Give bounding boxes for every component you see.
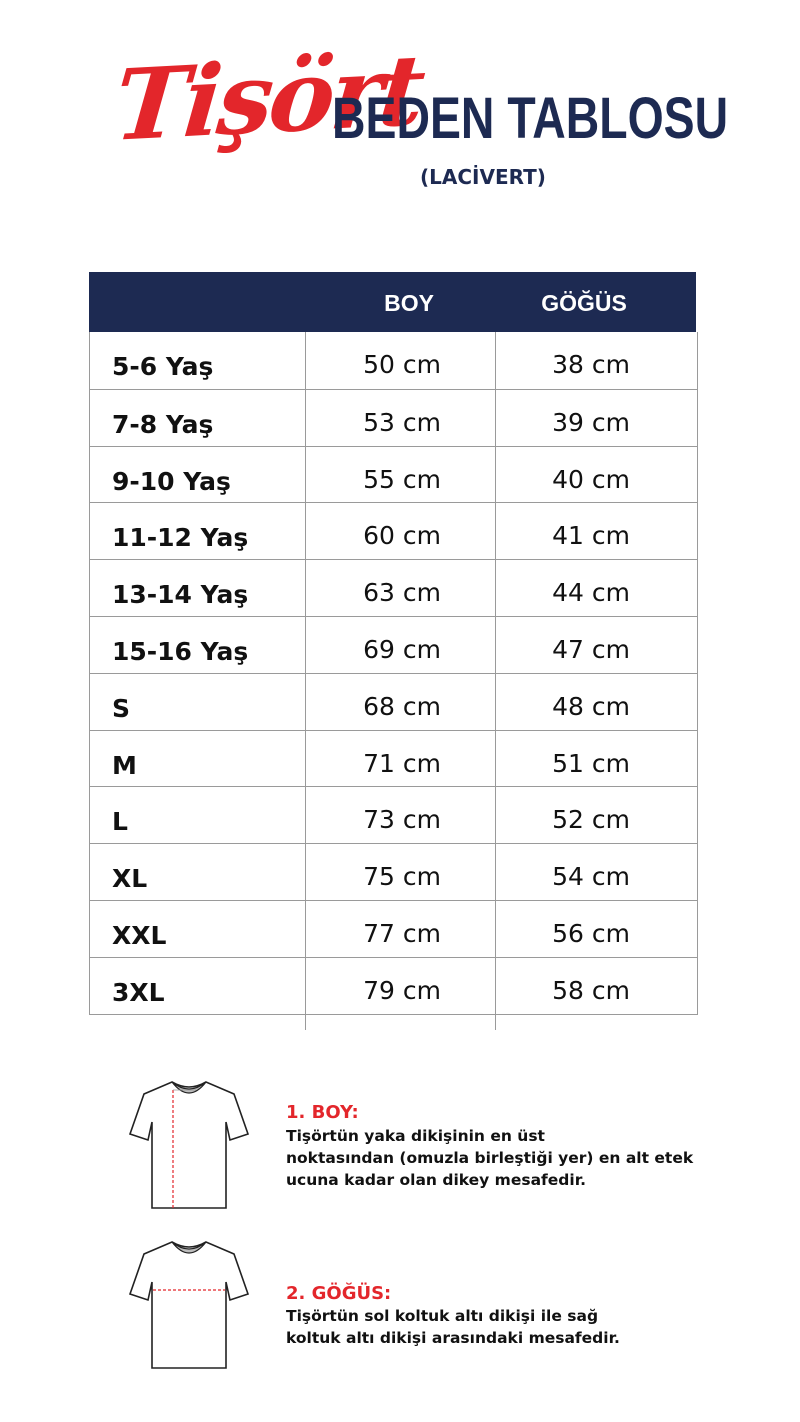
table-row — [90, 900, 697, 957]
page-subtitle: (LACİVERT) — [420, 165, 546, 189]
table-row — [90, 786, 697, 843]
gogus-cell: 58 cm — [552, 975, 630, 1005]
boy-cell: 50 cm — [363, 350, 441, 379]
gogus-info-text: Tişörtün sol koltuk altı dikişi ile sağ koltuk altı dikişi arasındaki mesafedir. — [286, 1307, 620, 1347]
boy-cell: 73 cm — [363, 805, 441, 835]
boy-info-text: Tişörtün yaka dikişinin en üst noktasından (omuzla birleştiği yer) en alt etek ucuna kadar olan dikey mesafedir. — [286, 1127, 694, 1189]
gogus-cell: 54 cm — [552, 862, 630, 892]
table-header — [89, 272, 696, 332]
page-title: BEDEN TABLOSU — [332, 86, 729, 151]
gogus-info-title: 2. GÖĞÜS: — [286, 1283, 392, 1304]
gogus-cell: 47 cm — [552, 634, 630, 664]
boy-info-title: 1. BOY: — [286, 1102, 359, 1123]
size-cell: 7-8 Yaş — [112, 409, 214, 439]
column-divider — [305, 332, 306, 1030]
boy-cell: 53 cm — [363, 407, 441, 437]
table-row — [90, 843, 697, 900]
size-cell: 15-16 Yaş — [112, 636, 249, 666]
boy-cell: 68 cm — [363, 691, 441, 721]
gogus-cell: 41 cm — [552, 521, 630, 551]
size-cell: 3XL — [112, 977, 165, 1007]
boy-cell: 75 cm — [363, 862, 441, 892]
table-row — [90, 389, 697, 446]
boy-cell: 79 cm — [363, 975, 441, 1005]
size-cell: M — [112, 750, 137, 780]
gogus-cell: 51 cm — [552, 748, 630, 778]
table-row — [90, 332, 697, 389]
size-cell: S — [112, 693, 131, 723]
brand-logo: Tişört — [110, 33, 426, 164]
size-cell: L — [112, 807, 128, 837]
table-row — [90, 446, 697, 503]
boy-cell: 55 cm — [363, 464, 441, 494]
size-cell: XL — [112, 864, 148, 894]
gogus-cell: 48 cm — [552, 691, 630, 721]
gogus-cell: 39 cm — [552, 407, 630, 437]
column-divider — [495, 332, 496, 1030]
tshirt-chest-icon — [128, 1238, 250, 1373]
boy-cell: 71 cm — [363, 748, 441, 778]
table-row — [90, 502, 697, 559]
gogus-cell: 56 cm — [552, 918, 630, 948]
size-cell: 9-10 Yaş — [112, 466, 231, 496]
gogus-cell: 40 cm — [552, 464, 630, 494]
gogus-cell: 52 cm — [552, 805, 630, 835]
tshirt-length-icon — [128, 1078, 250, 1213]
table-row — [90, 730, 697, 787]
column-header-gogus: GÖĞÜS — [541, 290, 627, 316]
boy-cell: 63 cm — [363, 578, 441, 608]
boy-cell: 77 cm — [363, 918, 441, 948]
gogus-cell: 44 cm — [552, 578, 630, 608]
boy-cell: 60 cm — [363, 521, 441, 551]
size-cell: 11-12 Yaş — [112, 523, 249, 553]
gogus-cell: 38 cm — [552, 350, 630, 379]
table-row — [90, 957, 697, 1014]
boy-cell: 69 cm — [363, 634, 441, 664]
table-row — [90, 673, 697, 730]
size-cell: 13-14 Yaş — [112, 580, 249, 610]
size-cell: 5-6 Yaş — [112, 352, 214, 381]
table-row — [90, 559, 697, 616]
table-row — [90, 616, 697, 673]
size-table — [89, 332, 698, 1015]
column-header-boy: BOY — [384, 290, 434, 316]
size-cell: XXL — [112, 920, 167, 950]
